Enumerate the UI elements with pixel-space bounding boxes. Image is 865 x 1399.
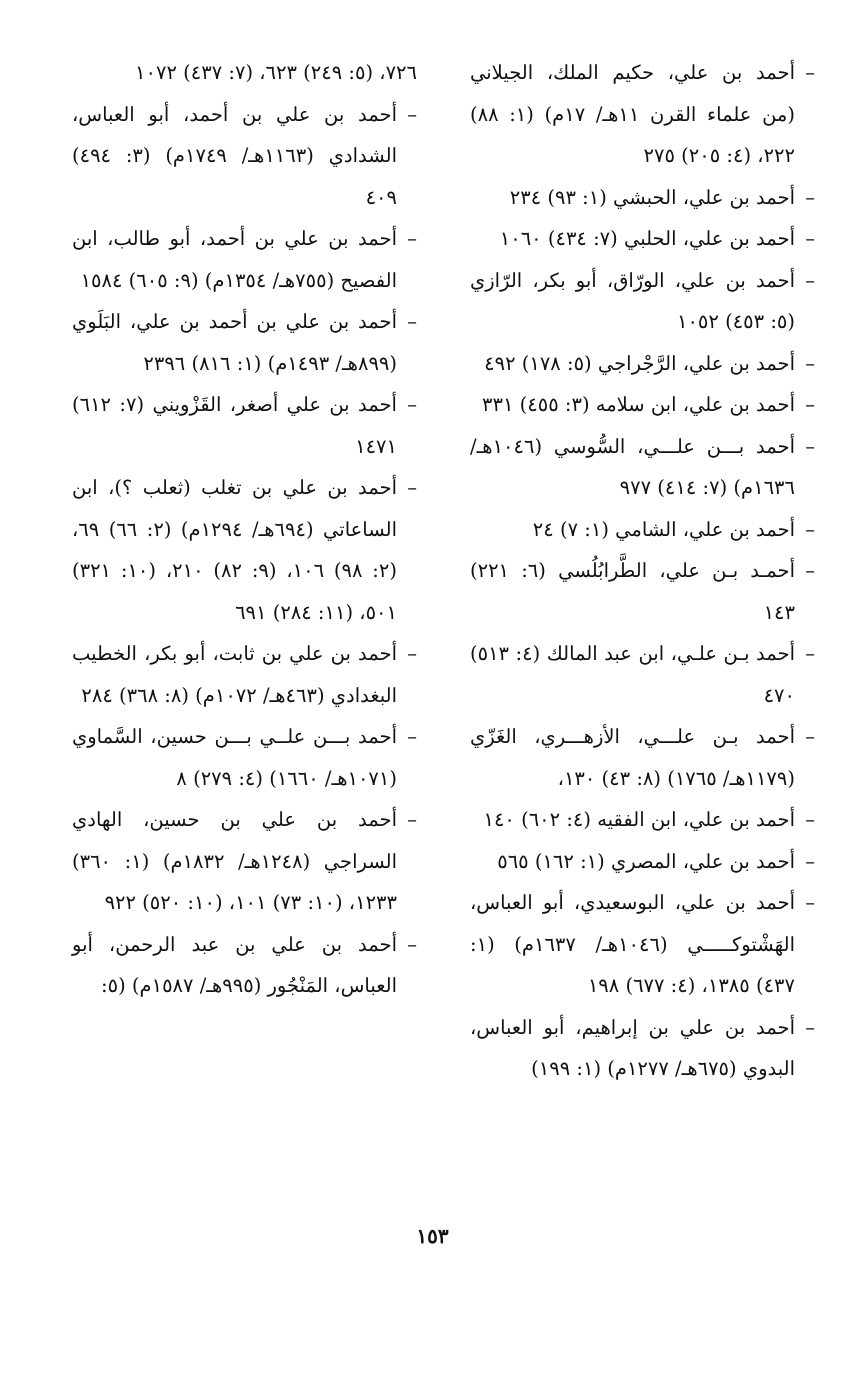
entry-text: أحمد بن علي أصغر، القَزْويني (٧: ٦١٢) ١٤٧١ [72, 393, 397, 458]
index-entry [470, 177, 815, 219]
entry-text: ٧٢٦، (٥: ٢٤٩) ٦٢٣، (٧: ٤٣٧) ١٠٧٢ [135, 61, 417, 84]
entry-text: أحمد بـن علـــي، الأزهـــري، الغَزّي (١١٧٩هـ/ ١٧٦٥) (٨: ٤٣) ١٣٠، [470, 725, 795, 790]
entry-dash-marker: – [407, 725, 417, 748]
entry-text: أحمد بن علي، الرَّجْراجي (٥: ١٧٨) ٤٩٢ [484, 351, 795, 375]
entry-text: أحمد بـن علـي، ابن عبد المالك (٤: ٥١٣) ٤٧٠ [470, 642, 795, 707]
entry-text: أحمد بن علي بن حسين، الهادي السراجي (١٢٤٨هـ/ ١٨٣٢م) (١: ٣٦٠) ١٢٣٣، (١٠: ٧٣) ١٠١، (١٠: ٥٢٠) ٩٢٢ [72, 808, 398, 914]
index-entry [470, 1007, 815, 1090]
entry-text: أحمد بن علي، الحبشي (١: ٩٣) ٢٣٤ [509, 185, 795, 209]
entry-text: أحمد بن علي بن عبد الرحمن، أبو العباس، المَنْجُور (٩٩٥هـ/ ١٥٨٧م) (٥: [72, 932, 397, 997]
index-entry [470, 633, 815, 716]
entry-dash-marker: – [805, 517, 815, 541]
entry-dash-marker: – [805, 642, 815, 665]
index-entry [470, 509, 815, 551]
index-entry [470, 343, 815, 385]
entry-text: أحمـد بـن علي، الطَّرابُلُسي (٦: ٢٢١) ١٤٣ [470, 559, 795, 624]
index-entry [72, 52, 417, 94]
entry-dash-marker: – [407, 808, 417, 831]
entry-text: أحمد بـــن علـــي، السُّوسي (١٠٤٦هـ/ ١٦٣٦م) (٧: ٤١٤) ٩٧٧ [470, 434, 795, 499]
index-entry [72, 218, 417, 301]
index-entry [470, 426, 815, 509]
entry-text: أحمد بن علي، الحلبي (٧: ٤٣٤) ١٠٦٠ [499, 227, 795, 250]
entry-dash-marker: – [805, 61, 815, 84]
index-entry [72, 301, 417, 384]
index-column-right [470, 52, 815, 1090]
entry-dash-marker: – [407, 102, 417, 126]
entry-dash-marker: – [805, 227, 815, 250]
entry-text: أحمد بن علي بن أحمد بن علي، البَلَوي (٨٩٩هـ/ ١٤٩٣م) (١: ٨١٦) ٢٣٩٦ [72, 310, 397, 375]
entry-dash-marker: – [805, 268, 815, 292]
index-entry [72, 467, 417, 633]
entry-dash-marker: – [407, 310, 417, 333]
entry-dash-marker: – [805, 808, 815, 831]
index-entry [72, 799, 417, 924]
index-entry [470, 841, 815, 883]
entry-text: أحمد بن علي بن أحمد، أبو العباس، الشدادي (١١٦٣هـ/ ١٧٤٩م) (٣: ٤٩٤) ٤٠٩ [72, 102, 397, 209]
index-entry [470, 52, 815, 177]
entry-dash-marker: – [407, 642, 417, 665]
entry-text: أحمد بـــن علــي بـــن حسين، السَّماوي (١٠٧١هـ/ ١٦٦٠) (٤: ٢٧٩) ٨ [72, 725, 397, 790]
index-entry [470, 550, 815, 633]
index-entry [72, 633, 417, 716]
entry-dash-marker: – [805, 559, 815, 582]
entry-dash-marker: – [805, 393, 815, 416]
index-entry [72, 716, 417, 799]
entry-text: أحمد بن علي بن إبراهيم، أبو العباس، البدوي (٦٧٥هـ/ ١٢٧٧م) (١: ١٩٩) [470, 1015, 795, 1080]
entry-dash-marker: – [805, 849, 815, 873]
entry-dash-marker: – [805, 725, 815, 748]
index-entry [470, 384, 815, 426]
entry-text: أحمد بن علي، البوسعيدي، أبو العباس، الهَشْتوكـــــي (١٠٤٦هـ/ ١٦٣٧م) (١: ٤٣٧) ١٣٨٥، (٤: ٦٧٧) ١٩٨ [470, 891, 795, 997]
index-entry [470, 218, 815, 260]
entry-dash-marker: – [805, 891, 815, 914]
entry-text: أحمد بن علي، ابن الفقيه (٤: ٦٠٢) ١٤٠ [483, 808, 795, 831]
entry-dash-marker: – [407, 227, 417, 250]
entry-text: أحمد بن علي، ابن سلامه (٣: ٤٥٥) ٣٣١ [482, 393, 795, 416]
entry-text: أحمد بن علي بن تغلب (ثعلب ؟)، ابن الساعاتي (٦٩٤هـ/ ١٢٩٤م) (٢: ٦٦) ٦٩، (٢: ٩٨) ١٠٦، (٩: ٨٢) ٢١٠، (١٠: ٣٢١) ٥٠١، (١١: ٢٨٤) ٦٩١ [72, 476, 397, 624]
index-entry [470, 882, 815, 1007]
entry-text: أحمد بن علي بن أحمد، أبو طالب، ابن الفصيح (٧٥٥هـ/ ١٣٥٤م) (٩: ٦٠٥) ١٥٨٤ [72, 227, 397, 292]
entry-text: أحمد بن علي، المصري (١: ١٦٢) ٥٦٥ [497, 849, 795, 873]
index-entry [72, 94, 417, 219]
index-entry [72, 384, 417, 467]
index-entry [470, 260, 815, 343]
index-entry [470, 716, 815, 799]
index-column-left [72, 52, 417, 1007]
entry-dash-marker: – [805, 185, 815, 209]
index-entry [470, 799, 815, 841]
page-number: ١٥٣ [416, 1224, 449, 1248]
entry-dash-marker: – [407, 393, 417, 416]
index-entry [72, 924, 417, 1007]
entry-text: أحمد بن علي، الشامي (١: ٧) ٢٤ [532, 517, 795, 541]
entry-text: أحمد بن علي بن ثابت، أبو بكر، الخطيب البغدادي (٤٦٣هـ/ ١٠٧٢م) (٨: ٣٦٨) ٢٨٤ [72, 642, 397, 707]
entry-text: أحمد بن علي، الورّاق، أبو بكر، الرّازي (٥: ٤٥٣) ١٠٥٢ [470, 268, 795, 333]
entry-dash-marker: – [407, 476, 417, 499]
entry-dash-marker: – [407, 932, 417, 956]
entry-dash-marker: – [805, 434, 815, 458]
entry-text: أحمد بن علي، حكيم الملك، الجيلاني (من علماء القرن ١١هـ/ ١٧م) (١: ٨٨) ٢٢٢، (٤: ٢٠٥) ٢٧٥ [470, 61, 795, 167]
entry-dash-marker: – [805, 351, 815, 375]
entry-dash-marker: – [805, 1015, 815, 1039]
